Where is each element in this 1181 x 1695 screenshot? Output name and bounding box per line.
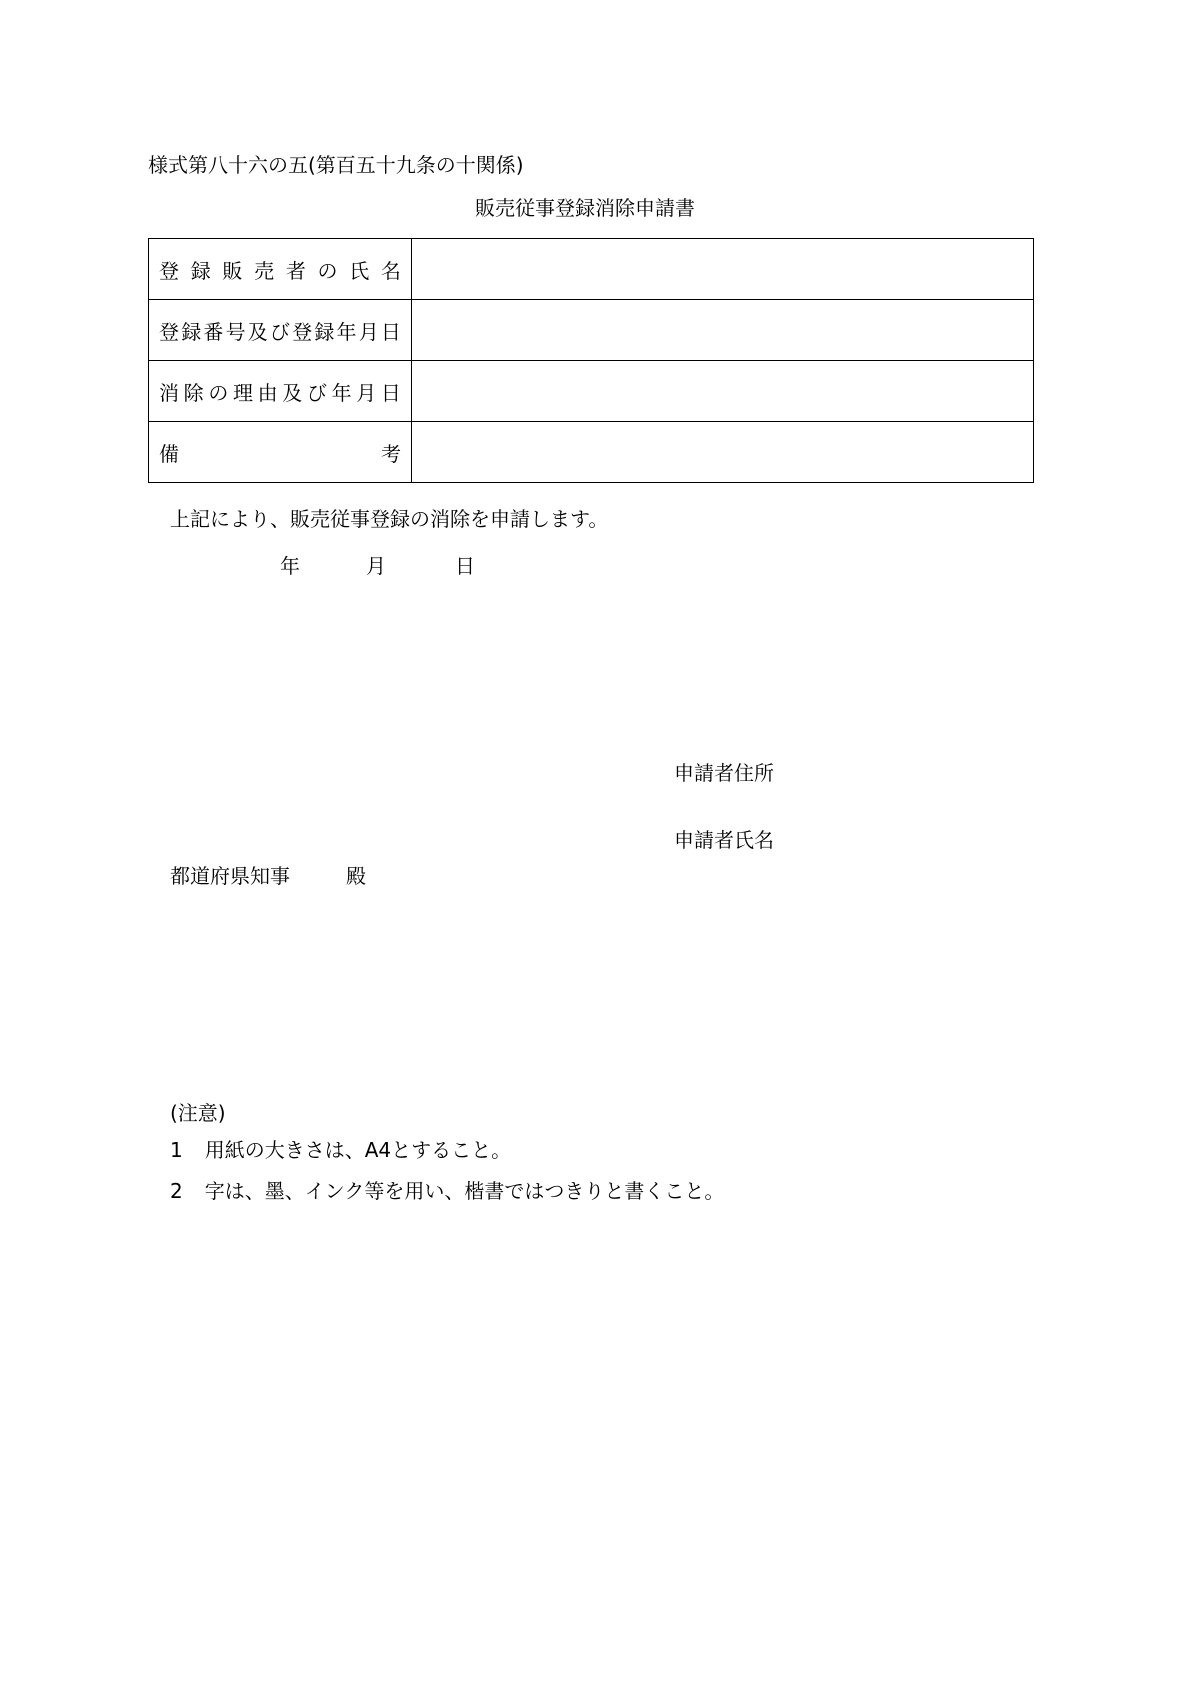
row-label-char: 氏 <box>349 258 370 283</box>
row-label-char: 考 <box>381 441 401 466</box>
form-table <box>148 238 1034 483</box>
row-label-char: 月 <box>358 319 379 344</box>
note-number: 2 <box>170 1179 183 1203</box>
row-label-char: 備 <box>159 441 179 466</box>
row-label-char: 登 <box>292 319 313 344</box>
applicant-name-label: 申請者氏名 <box>674 828 774 852</box>
row-label <box>149 239 412 300</box>
row-label-char: 年 <box>336 319 357 344</box>
row-label <box>149 361 412 422</box>
row-label-char: 日 <box>380 319 401 344</box>
form-reference: 様式第八十六の五(第百五十九条の十関係) <box>148 153 524 177</box>
note-text: 用紙の大きさは、A4とすること。 <box>204 1138 512 1162</box>
date-day-label: 日 <box>455 554 475 578</box>
row-label-char: 登 <box>159 319 179 344</box>
row-label-char: 理 <box>232 380 253 405</box>
row-label-char: 及 <box>282 380 303 405</box>
note-item-1 <box>170 1140 511 1160</box>
row-label-char: 者 <box>285 258 306 283</box>
page-title: 販売従事登録消除申請書 <box>475 196 695 220</box>
date-month-label: 月 <box>366 554 386 578</box>
addressee-honorific: 殿 <box>346 864 366 888</box>
row-label-char: の <box>317 258 338 283</box>
table-row <box>149 361 1034 422</box>
table-row <box>149 422 1034 483</box>
date-year-label: 年 <box>280 554 300 578</box>
row-label-char: 月 <box>356 380 377 405</box>
row-label-char: 名 <box>380 258 401 283</box>
row-label-char: び <box>306 380 327 405</box>
row-label-char: 登 <box>159 258 179 283</box>
row-label-char: び <box>269 319 290 344</box>
row-label-char: 年 <box>331 380 352 405</box>
table-row <box>149 300 1034 361</box>
applicant-address-label: 申請者住所 <box>674 761 774 785</box>
row-label-char: 消 <box>159 380 179 405</box>
row-label-char: の <box>208 380 229 405</box>
row-label-char: 販 <box>222 258 243 283</box>
row-label-char: 号 <box>225 319 246 344</box>
row-label-char: 番 <box>203 319 224 344</box>
note-item-2 <box>170 1181 724 1201</box>
note-text: 字は、墨、インク等を用い、楷書ではつきりと書くこと。 <box>204 1179 725 1203</box>
row-label-char: 売 <box>254 258 275 283</box>
row-label-char: 除 <box>183 380 204 405</box>
statement: 上記により、販売従事登録の消除を申請します。 <box>170 507 609 531</box>
row-label-char: 及 <box>247 319 268 344</box>
row-label-char: 録 <box>314 319 335 344</box>
note-number: 1 <box>170 1138 183 1162</box>
row-value-field[interactable] <box>412 422 1034 483</box>
row-value-field[interactable] <box>412 300 1034 361</box>
row-label <box>149 300 412 361</box>
row-value-field[interactable] <box>412 361 1034 422</box>
row-label-char: 録 <box>181 319 202 344</box>
table-row <box>149 239 1034 300</box>
row-value-field[interactable] <box>412 239 1034 300</box>
addressee-name: 都道府県知事 <box>170 864 290 888</box>
row-label-char: 日 <box>380 380 401 405</box>
row-label-char: 由 <box>257 380 278 405</box>
notes-heading: (注意) <box>170 1101 226 1125</box>
row-label-char: 録 <box>190 258 211 283</box>
row-label <box>149 422 412 483</box>
